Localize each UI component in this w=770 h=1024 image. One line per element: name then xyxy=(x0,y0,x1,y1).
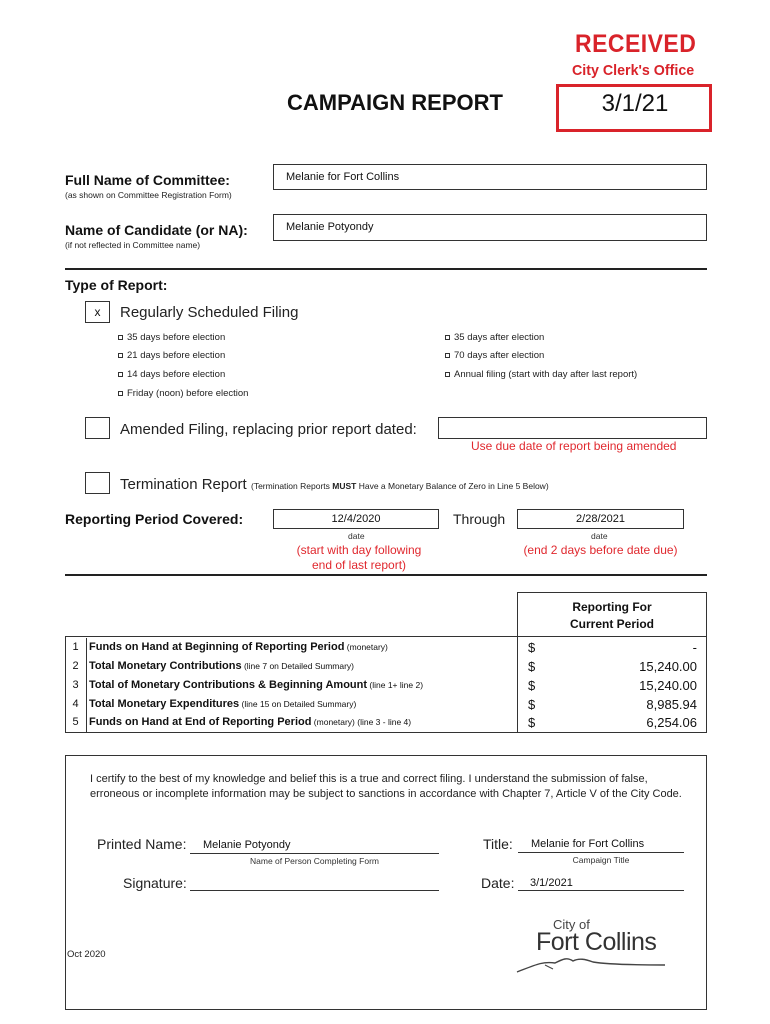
date-label: Date: xyxy=(481,875,515,891)
city-logo-big: Fort Collins xyxy=(536,928,657,956)
table-row: 3 Total of Monetary Contributions & Beginning Amount (line 1+ line 2) $ 15,240.00 xyxy=(65,676,707,695)
candidate-name-label: Name of Candidate (or NA): xyxy=(65,222,248,238)
city-logo xyxy=(515,917,695,975)
period-end-field[interactable]: 2/28/2021 xyxy=(517,509,684,529)
amended-date-field[interactable] xyxy=(438,417,707,439)
reporting-period-label: Reporting Period Covered: xyxy=(65,511,244,527)
date-value[interactable]: 3/1/2021 xyxy=(530,877,573,889)
title-caption: Campaign Title xyxy=(572,855,630,865)
option-checkbox-icon xyxy=(118,353,123,358)
option-70-after[interactable]: 70 days after election xyxy=(445,350,544,361)
regular-filing-checkbox[interactable]: x xyxy=(85,301,110,323)
option-annual[interactable]: Annual filing (start with day after last report) xyxy=(445,369,637,380)
option-checkbox-icon xyxy=(118,335,123,340)
table-header-line-1: Reporting For xyxy=(572,600,652,614)
candidate-name-note: (if not reflected in Committee name) xyxy=(65,240,201,250)
option-21-before[interactable]: 21 days before election xyxy=(118,350,225,361)
termination-report-note: (Termination Reports MUST Have a Monetary Balance of Zero in Line 5 Below) xyxy=(251,481,549,491)
title-value[interactable]: Melanie for Fort Collins xyxy=(531,838,645,850)
certification-text: I certify to the best of my knowledge and belief this is a true and correct filing. I understand the submission of false, erroneous or incomplete information may be subject to sanctions in accordance with Chapter 7, Article V of the City Code. xyxy=(90,773,682,800)
printed-name-label: Printed Name: xyxy=(97,836,187,852)
committee-name-field[interactable]: Melanie for Fort Collins xyxy=(273,164,707,190)
amended-filing-label: Amended Filing, replacing prior report dated: xyxy=(120,421,417,438)
option-friday-before[interactable]: Friday (noon) before election xyxy=(118,388,248,399)
received-stamp-text: RECEIVED xyxy=(575,30,697,58)
signature-line[interactable] xyxy=(190,890,439,891)
title-label: Title: xyxy=(483,836,513,852)
title-line xyxy=(518,852,684,853)
date-line xyxy=(518,890,684,891)
amended-filing-checkbox[interactable] xyxy=(85,417,110,439)
option-checkbox-icon xyxy=(118,391,123,396)
printed-name-line xyxy=(190,853,439,854)
received-stamp-date: 3/1/21 xyxy=(601,90,669,117)
form-revision: Oct 2020 xyxy=(67,949,106,960)
page-title: CAMPAIGN REPORT xyxy=(287,90,503,115)
period-through-label: Through xyxy=(453,511,506,527)
signature-label: Signature: xyxy=(123,875,187,891)
printed-name-caption: Name of Person Completing Form xyxy=(250,856,379,866)
period-end-note: (end 2 days before date due) xyxy=(523,543,678,557)
option-checkbox-icon xyxy=(118,372,123,377)
option-35-after[interactable]: 35 days after election xyxy=(445,332,544,343)
option-35-before[interactable]: 35 days before election xyxy=(118,332,225,343)
committee-name-note: (as shown on Committee Registration Form) xyxy=(65,190,232,200)
option-14-before[interactable]: 14 days before election xyxy=(118,369,225,380)
mountain-icon xyxy=(515,947,695,975)
termination-report-label: Termination Report xyxy=(120,476,247,493)
report-type-label: Type of Report: xyxy=(65,277,168,293)
regular-filing-label: Regularly Scheduled Filing xyxy=(120,304,299,321)
period-start-field[interactable]: 12/4/2020 xyxy=(273,509,439,529)
section-divider xyxy=(65,574,707,576)
termination-report-checkbox[interactable] xyxy=(85,472,110,494)
period-start-caption: date xyxy=(348,531,365,541)
table-header-line-2: Current Period xyxy=(569,617,654,631)
table-row: 4 Total Monetary Expenditures (line 15 on Detailed Summary) $ 8,985.94 xyxy=(65,695,707,714)
amended-date-note: Use due date of report being amended xyxy=(471,439,677,453)
city-logo-small: City of xyxy=(553,917,590,932)
table-row: 1 Funds on Hand at Beginning of Reporting Period (monetary) $ - xyxy=(65,638,707,657)
period-end-caption: date xyxy=(591,531,608,541)
option-checkbox-icon xyxy=(445,353,450,358)
period-start-note-1: (start with day following xyxy=(296,543,422,557)
committee-name-label: Full Name of Committee: xyxy=(65,172,230,188)
section-divider xyxy=(65,268,707,270)
option-checkbox-icon xyxy=(445,372,450,377)
table-row: 2 Total Monetary Contributions (line 7 on Detailed Summary) $ 15,240.00 xyxy=(65,657,707,676)
printed-name-value[interactable]: Melanie Potyondy xyxy=(203,839,291,851)
received-stamp-office: City Clerk's Office xyxy=(572,62,695,79)
candidate-name-field[interactable]: Melanie Potyondy xyxy=(273,214,707,241)
table-row: 5 Funds on Hand at End of Reporting Period (monetary) (line 3 - line 4) $ 6,254.06 xyxy=(65,713,707,732)
period-start-note-2: end of last report) xyxy=(311,558,407,572)
option-checkbox-icon xyxy=(445,335,450,340)
